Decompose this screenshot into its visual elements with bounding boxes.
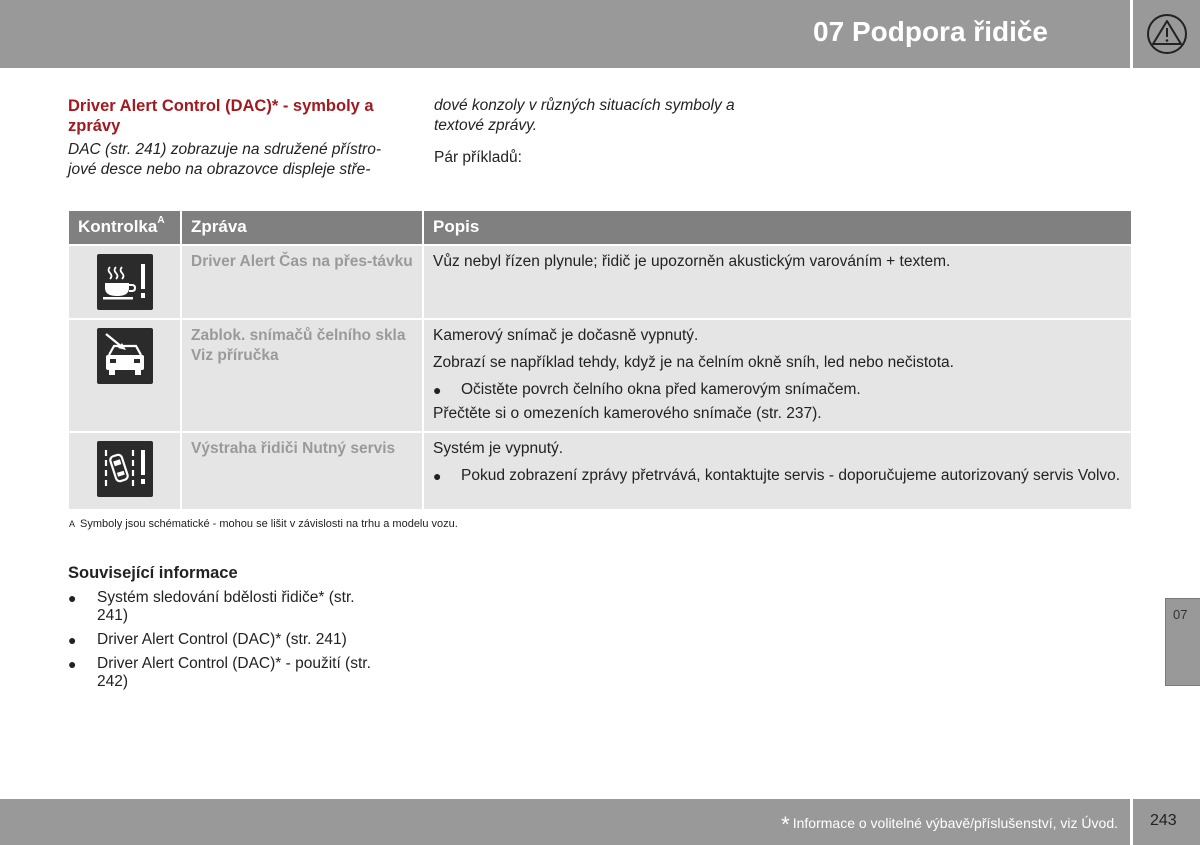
- intro-paragraph: DAC (str. 241) zobrazuje na sdružené přístro-jové desce nebo na obrazovce displeje stře-: [68, 141, 381, 178]
- icon-frame: [97, 328, 153, 384]
- section-title: Driver Alert Control (DAC)* - symboly a zprávy: [68, 97, 374, 135]
- chapter-header: [0, 0, 1130, 68]
- page-number: 243: [1150, 812, 1177, 829]
- bullet-icon: ●: [433, 468, 442, 484]
- description-cell: [424, 433, 1131, 509]
- bullet-icon: ●: [68, 632, 77, 648]
- related-link-text[interactable]: Systém sledování bdělosti řidiče* (str. 241): [97, 589, 355, 624]
- table-footnote: [69, 518, 458, 530]
- chapter-tab-label: 07: [1173, 607, 1188, 622]
- table-row: [69, 244, 1131, 318]
- message-text: Zablok. snímačů čelního skla Viz příručka: [182, 320, 424, 431]
- icon-frame: [97, 254, 153, 310]
- bullet-icon: ●: [68, 656, 77, 672]
- lane-car-warning-icon: [100, 444, 150, 494]
- bullet-text: Pokud zobrazení zprávy přetrvává, kontaktujte servis - doporučujeme autorizovaný servis Volvo.: [461, 467, 1121, 484]
- page-footer: [0, 799, 1130, 845]
- icon-cell: [69, 320, 182, 431]
- header-popis: Popis: [433, 217, 480, 236]
- warning-triangle-icon: [1145, 12, 1189, 56]
- intro-paragraph-continued: dové konzoly v různých situacích symboly a textové zprávy.: [434, 97, 735, 134]
- bullet-item: [433, 380, 1123, 400]
- asterisk: *: [781, 812, 790, 837]
- description-text: Zobrazí se například tehdy, když je na čelním okně sníh, led nebo nečistota.: [433, 354, 954, 371]
- table-row: [69, 318, 1131, 431]
- description-text: Přečtěte si o omezeních kamerového snímače (str. 237).: [433, 405, 822, 422]
- footnote-ref: A: [157, 215, 165, 227]
- table-header: [69, 211, 1131, 244]
- icon-frame: [97, 441, 153, 497]
- icon-cell: [69, 433, 182, 509]
- footnote-text: Symboly jsou schématické - mohou se lišit v závislosti na trhu a modelu vozu.: [80, 518, 458, 530]
- footer-note: [781, 812, 1118, 838]
- bullet-icon: ●: [433, 382, 442, 398]
- header-zprava: Zpráva: [182, 211, 424, 244]
- footnote-mark: A: [69, 519, 76, 529]
- intro-left-column: [68, 96, 398, 180]
- symbols-table: [69, 211, 1131, 509]
- description-text: Vůz nebyl řízen plynule; řidič je upozorněn akustickým varováním + textem.: [433, 253, 951, 270]
- bullet-icon: ●: [68, 590, 77, 606]
- bullet-text: Očistěte povrch čelního okna před kamerovým snímačem.: [461, 381, 861, 398]
- description-text: Kamerový snímač je dočasně vypnutý.: [433, 327, 699, 344]
- description-text: Systém je vypnutý.: [433, 440, 564, 457]
- coffee-cup-warning-icon: [100, 259, 150, 305]
- table-row: [69, 431, 1131, 509]
- intro-right-column: [434, 96, 764, 168]
- related-link[interactable]: [68, 655, 388, 691]
- icon-cell: [69, 246, 182, 318]
- chapter-title: 07 Podpora řidiče: [813, 16, 1048, 47]
- header-kontrolka: Kontrolka$^A$: [69, 211, 182, 244]
- chapter-tab[interactable]: [1165, 598, 1200, 686]
- description-cell: [424, 320, 1131, 431]
- examples-label: Pár příkladů:: [434, 149, 522, 166]
- page-number-box: [1133, 799, 1200, 845]
- message-text: Výstraha řidiči Nutný servis: [182, 433, 424, 509]
- related-info: [68, 563, 388, 691]
- related-link[interactable]: [68, 589, 388, 625]
- footer-note-text: Informace o volitelné výbavě/příslušenství, viz Úvod.: [792, 815, 1118, 831]
- windshield-camera-icon: [100, 331, 150, 381]
- related-link-text[interactable]: Driver Alert Control (DAC)* (str. 241): [97, 631, 347, 648]
- related-title: Související informace: [68, 564, 238, 582]
- related-link-text[interactable]: Driver Alert Control (DAC)* - použití (str. 242): [97, 655, 371, 690]
- chapter-icon-box: [1133, 0, 1200, 68]
- message-text: Driver Alert Čas na přes-távku: [182, 246, 424, 318]
- bullet-item: [433, 466, 1123, 486]
- related-link[interactable]: [68, 631, 388, 649]
- description-cell: [424, 246, 1131, 318]
